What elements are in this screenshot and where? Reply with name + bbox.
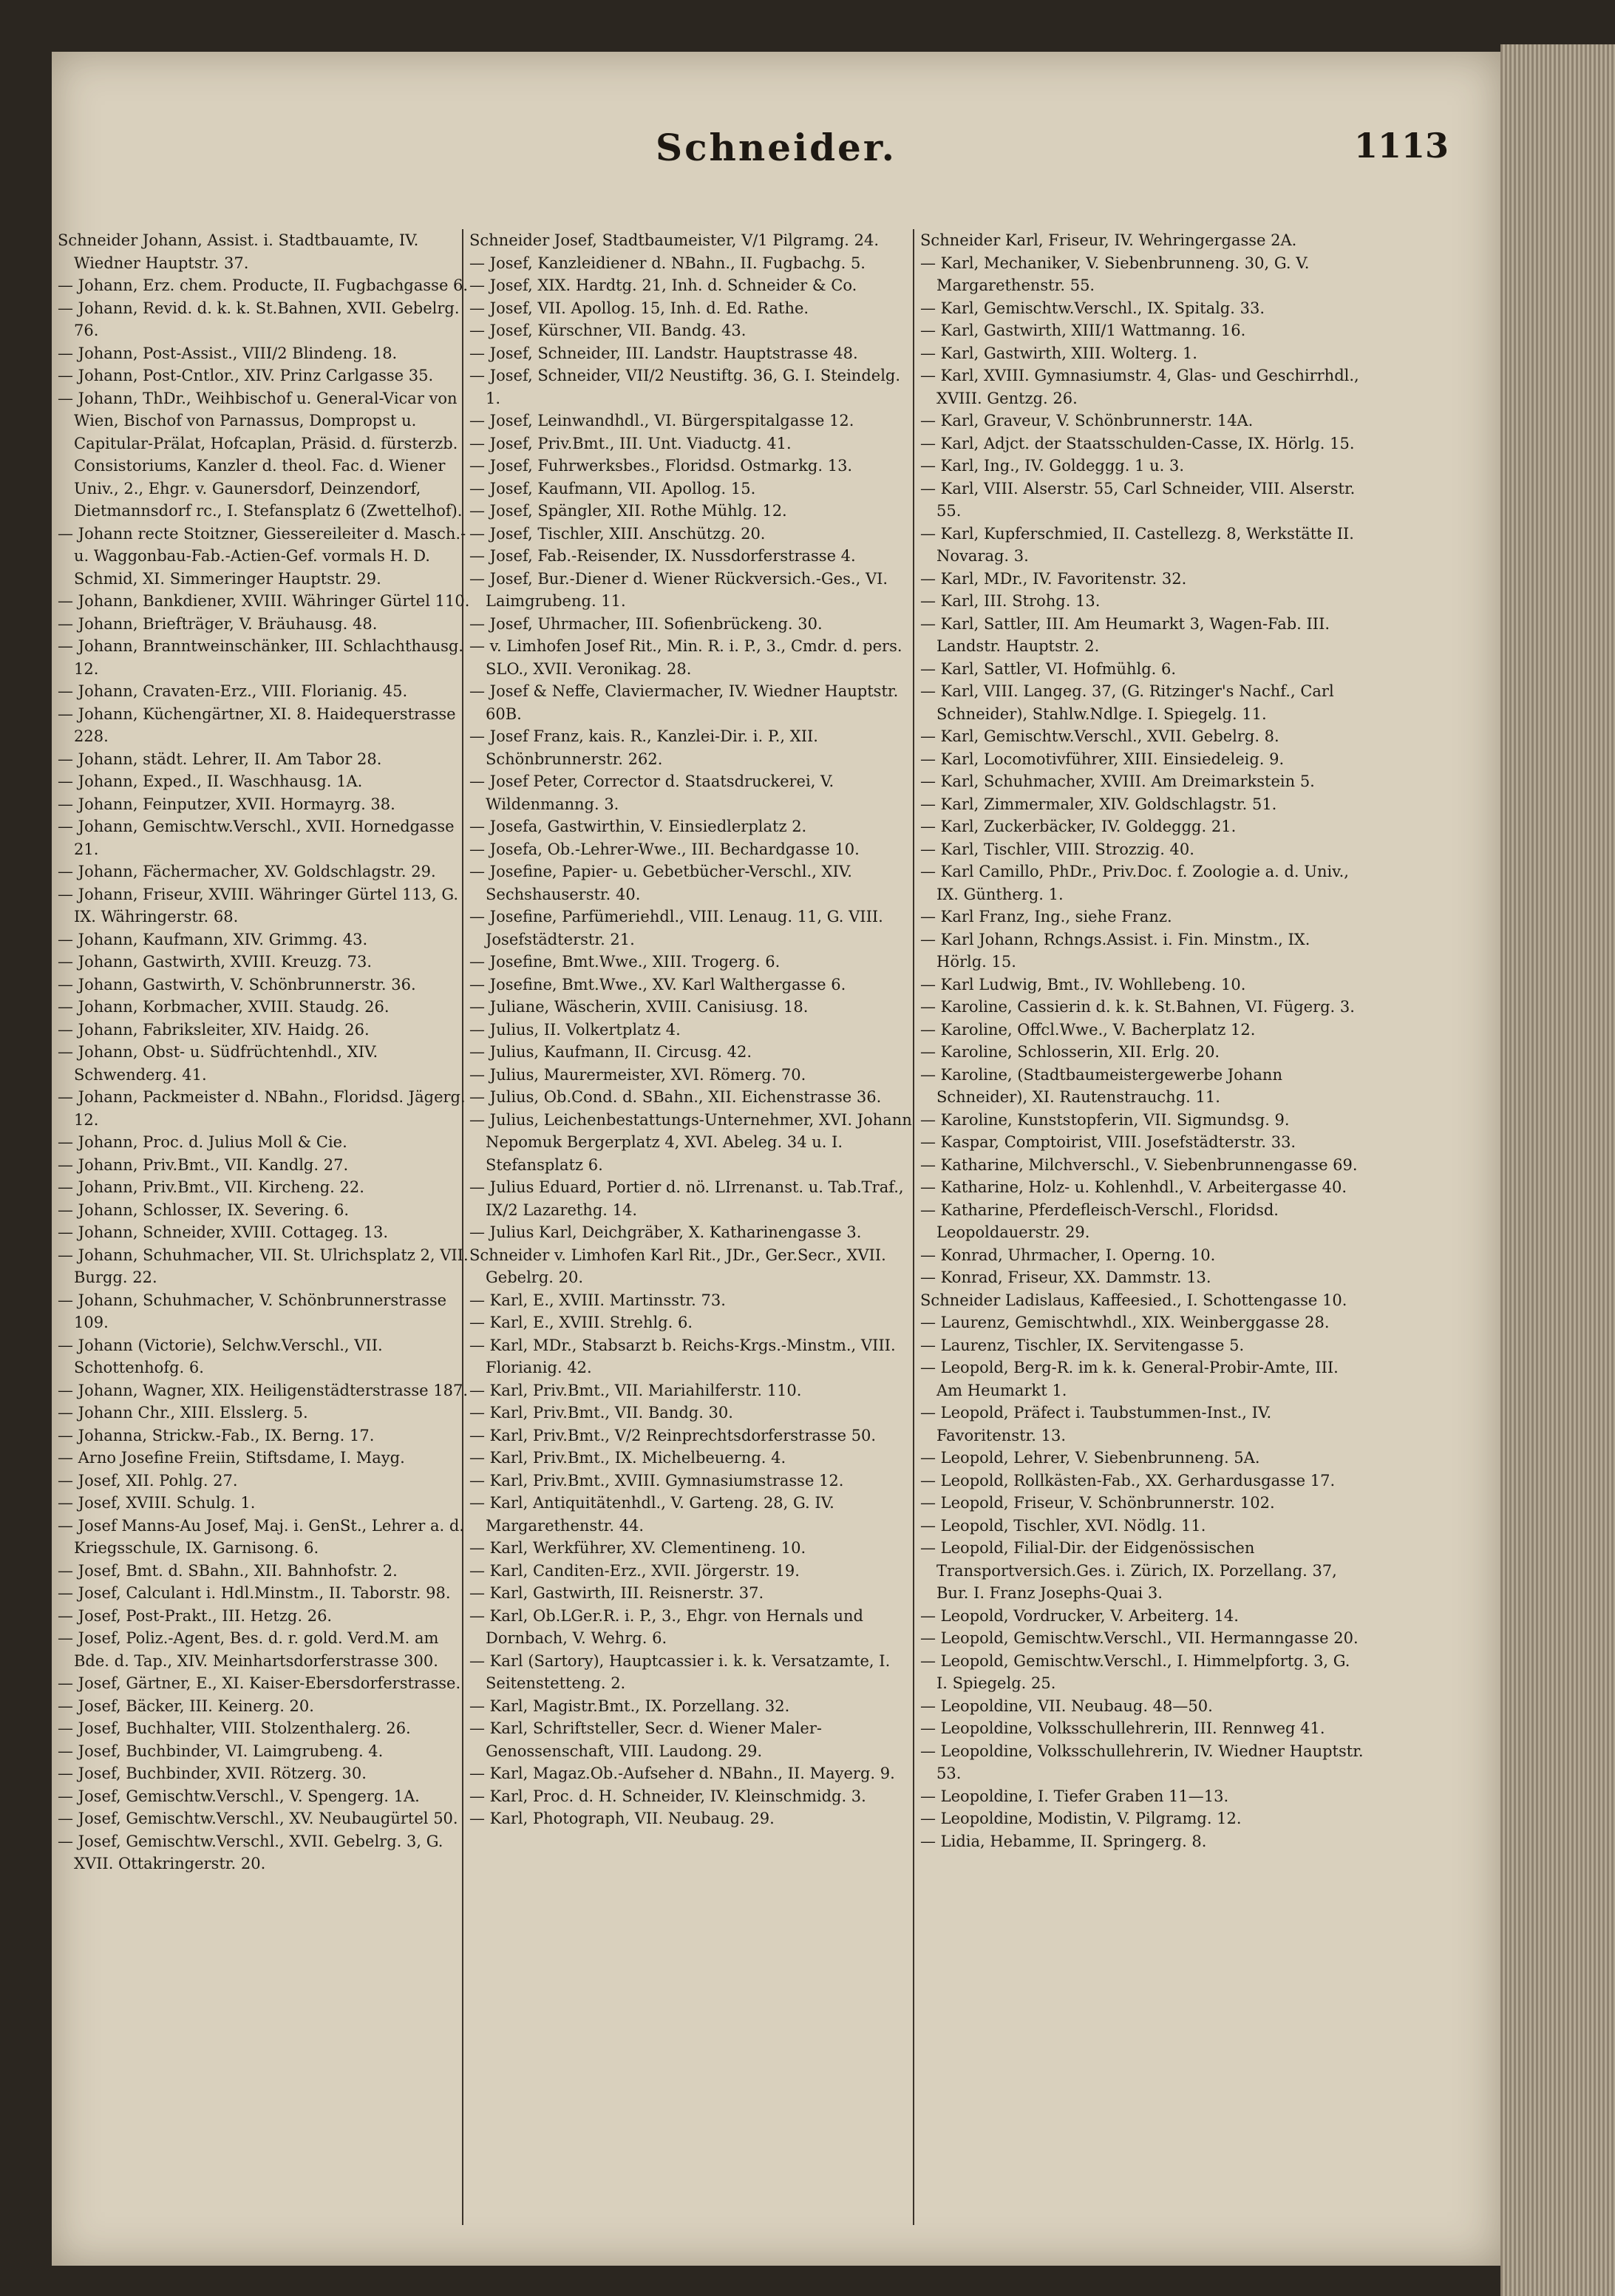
directory-entry: — Johann, Küchengärtner, XI. 8. Haidequerstrasse 228. bbox=[58, 704, 456, 745]
directory-entry: — Josef, Priv.Bmt., III. Unt. Viaductg. 41. bbox=[469, 434, 792, 452]
directory-entry: Schneider Johann, Assist. i. Stadtbauamte, IV. Wiedner Hauptstr. 37. bbox=[58, 231, 419, 272]
directory-entry: — Karl, Locomotivführer, XIII. Einsiedeleig. 9. bbox=[920, 750, 1285, 768]
directory-entry: — Josef, XII. Pohlg. 27. bbox=[58, 1471, 238, 1490]
directory-entry: — Leopold, Berg-R. im k. k. General-Probir-Amte, III. Am Heumarkt 1. bbox=[920, 1359, 1339, 1399]
directory-entry: — Julius, II. Volkertplatz 4. bbox=[469, 1020, 681, 1039]
directory-entry: — Karl, Zuckerbäcker, IV. Goldeggg. 21. bbox=[920, 818, 1237, 835]
directory-entry: — Leopold, Gemischtw.Verschl., VII. Hermanngasse 20. bbox=[920, 1629, 1359, 1647]
directory-entry: — Karl, Photograph, VII. Neubaug. 29. bbox=[469, 1810, 775, 1827]
directory-entry: — Karoline, Kunststopferin, VII. Sigmundsg. 9. bbox=[920, 1110, 1290, 1129]
directory-entry: — Leopold, Lehrer, V. Siebenbrunneng. 5A. bbox=[920, 1449, 1260, 1467]
directory-entry: — Johann, Priv.Bmt., VII. Kandlg. 27. bbox=[58, 1155, 349, 1174]
directory-entry: — Johann, Cravaten-Erz., VIII. Florianig. 45. bbox=[58, 682, 408, 700]
directory-entry: — Josef, Spängler, XII. Rothe Mühlg. 12. bbox=[469, 502, 787, 520]
directory-entry: — Karl, Canditen-Erz., XVII. Jörgerstr. 19. bbox=[469, 1561, 800, 1580]
directory-entry: — Leopold, Vordrucker, V. Arbeiterg. 14. bbox=[920, 1606, 1239, 1625]
directory-entry: — Josef, Post-Prakt., III. Hetzg. 26. bbox=[58, 1606, 333, 1625]
directory-entry: — Johann, Korbmacher, XVIII. Staudg. 26. bbox=[58, 998, 390, 1016]
directory-entry: — Johann recte Stoitzner, Giessereileiter d. Masch.- u. Waggonbau-Fab.-Actien-Gef. vormals H. D. Schmid, XI. Simmeringer Hauptstr. 29. bbox=[58, 524, 466, 588]
directory-entry: — Johann, Feinputzer, XVII. Hormayrg. 38. bbox=[58, 795, 395, 813]
directory-entry: — Johann, Erz. chem. Producte, II. Fugbachgasse 6. bbox=[58, 276, 469, 294]
directory-entry: — Johann, städt. Lehrer, II. Am Tabor 28. bbox=[58, 750, 382, 768]
directory-entry: — Josef, VII. Apollog. 15, Inh. d. Ed. Rathe. bbox=[469, 299, 809, 317]
directory-entry: — Karl, MDr., Stabsarzt b. Reichs-Krgs.-Minstm., VIII. Florianig. 42. bbox=[469, 1336, 896, 1376]
directory-entry: Schneider Josef, Stadtbaumeister, V/1 Pilgramg. 24. bbox=[469, 231, 880, 249]
directory-entry: — Karl, Ob.LGer.R. i. P., 3., Ehgr. von Hernals und Dornbach, V. Wehrg. 6. bbox=[469, 1606, 863, 1647]
column-3 bbox=[920, 229, 1364, 2240]
directory-entry: — Katharine, Pferdefleisch-Verschl., Floridsd. Leopoldauerstr. 29. bbox=[920, 1200, 1279, 1241]
directory-entry: — Karl, Kupferschmied, II. Castellezg. 8, Werkstätte II. Novarag. 3. bbox=[920, 524, 1354, 565]
directory-entry: — Johann, Packmeister d. NBahn., Floridsd. Jägerg. 12. bbox=[58, 1088, 466, 1129]
directory-entry: — Arno Josefine Freiin, Stiftsdame, I. Mayg. bbox=[58, 1449, 405, 1467]
directory-entry: — Johann, Branntweinschänker, III. Schlachthausg. 12. bbox=[58, 637, 463, 678]
directory-entry: — Karl, VIII. Alserstr. 55, Carl Schneider, VIII. Alserstr. 55. bbox=[920, 479, 1356, 520]
directory-entry: — Karl Camillo, PhDr., Priv.Doc. f. Zoologie a. d. Univ., IX. Güntherg. 1. bbox=[920, 863, 1349, 903]
directory-entry: — Johann, Revid. d. k. k. St.Bahnen, XVII. Gebelrg. 76. bbox=[58, 299, 460, 339]
directory-entry: — Karl, Zimmermaler, XIV. Goldschlagstr. 51. bbox=[920, 795, 1277, 813]
directory-entry: — Josef, Fab.-Reisender, IX. Nussdorferstrasse 4. bbox=[469, 547, 856, 565]
directory-entry: Schneider Karl, Friseur, IV. Wehringergasse 2A. bbox=[920, 231, 1297, 249]
directory-entry: — Karl, Gastwirth, III. Reisnerstr. 37. bbox=[469, 1584, 764, 1602]
directory-entry: — Karl, Mechaniker, V. Siebenbrunneng. 30, G. V. Margarethenstr. 55. bbox=[920, 254, 1310, 294]
directory-entry: — Josef, Kanzleidiener d. NBahn., II. Fugbachg. 5. bbox=[469, 254, 866, 272]
directory-entry: — Karl, Gemischtw.Verschl., IX. Spitalg. 33. bbox=[920, 299, 1265, 317]
directory-entry: — Josef, Schneider, VII/2 Neustiftg. 36, G. I. Steindelg. 1. bbox=[469, 367, 901, 407]
directory-entry: — Josef, Kaufmann, VII. Apollog. 15. bbox=[469, 479, 756, 497]
directory-entry: — Konrad, Uhrmacher, I. Operng. 10. bbox=[920, 1246, 1216, 1264]
directory-entry: — Karl, E., XVIII. Martinsstr. 73. bbox=[469, 1291, 726, 1309]
directory-entry: — Karl, Sattler, VI. Hofmühlg. 6. bbox=[920, 659, 1177, 678]
directory-entry: — Karl, Ing., IV. Goldeggg. 1 u. 3. bbox=[920, 457, 1185, 475]
directory-entry: — Johann, Friseur, XVIII. Währinger Gürtel 113, G. IX. Währingerstr. 68. bbox=[58, 885, 459, 925]
directory-entry: — Julius, Ob.Cond. d. SBahn., XII. Eichenstrasse 36. bbox=[469, 1088, 882, 1106]
directory-entry: — Karl, Priv.Bmt., XVIII. Gymnasiumstrasse 12. bbox=[469, 1471, 844, 1490]
directory-entry: — Johann, Proc. d. Julius Moll & Cie. bbox=[58, 1133, 347, 1151]
directory-entry: — Leopold, Präfect i. Taubstummen-Inst., IV. Favoritenstr. 13. bbox=[920, 1404, 1272, 1444]
directory-entry: — Josefa, Ob.-Lehrer-Wwe., III. Bechardgasse 10. bbox=[469, 840, 860, 858]
directory-entry: — Karl, Magaz.Ob.-Aufseher d. NBahn., II. Mayerg. 9. bbox=[469, 1765, 895, 1782]
directory-entry: — Johann, Post-Cntlor., XIV. Prinz Carlgasse 35. bbox=[58, 367, 434, 384]
directory-entry: — Johann, Kaufmann, XIV. Grimmg. 43. bbox=[58, 930, 368, 948]
directory-entry: — Karl, Antiquitätenhdl., V. Garteng. 28, G. IV. Margarethenstr. 44. bbox=[469, 1494, 834, 1535]
page-title: Schneider. bbox=[656, 126, 897, 169]
directory-entry: — Julius, Maurermeister, XVI. Römerg. 70. bbox=[469, 1065, 806, 1084]
directory-entry: — Karl, Schriftsteller, Secr. d. Wiener Maler-Genossenschaft, VIII. Laudong. 29. bbox=[469, 1719, 822, 1760]
directory-entry: — Katharine, Milchverschl., V. Siebenbrunnengasse 69. bbox=[920, 1155, 1358, 1174]
directory-entry: — Karl, Graveur, V. Schönbrunnerstr. 14A. bbox=[920, 412, 1254, 429]
directory-entry: — Karl, Gastwirth, XIII. Wolterg. 1. bbox=[920, 344, 1197, 362]
directory-entry: — Johann, Fabriksleiter, XIV. Haidg. 26. bbox=[58, 1020, 370, 1039]
directory-entry: — Karl, Priv.Bmt., IX. Michelbeuerng. 4. bbox=[469, 1449, 786, 1467]
directory-entry: — Laurenz, Tischler, IX. Servitengasse 5. bbox=[920, 1336, 1245, 1354]
directory-page bbox=[52, 52, 1500, 2266]
directory-entry: — Johanna, Strickw.-Fab., IX. Berng. 17. bbox=[58, 1426, 375, 1444]
directory-entry: — Karl, Gemischtw.Verschl., XVII. Gebelrg. 8. bbox=[920, 727, 1279, 745]
directory-entry: — Julius, Leichenbestattungs-Unternehmer, XVI. Johann Nepomuk Bergerplatz 4, XVI. Abeleg. 34 u. I. Stefansplatz 6. bbox=[469, 1110, 912, 1174]
directory-entry: — Josef, Gemischtw.Verschl., XVII. Gebelrg. 3, G. XVII. Ottakringerstr. 20. bbox=[58, 1832, 443, 1872]
directory-entry: — Juliane, Wäscherin, XVIII. Canisiusg. 18. bbox=[469, 998, 809, 1016]
directory-entry: — Josefine, Bmt.Wwe., XIII. Trogerg. 6. bbox=[469, 953, 781, 971]
directory-entry: — Karl, Sattler, III. Am Heumarkt 3, Wagen-Fab. III. Landstr. Hauptstr. 2. bbox=[920, 614, 1330, 655]
directory-entry: — Karl, Priv.Bmt., VII. Bandg. 30. bbox=[469, 1404, 733, 1422]
directory-entry: — Johann, Fächermacher, XV. Goldschlagstr. 29. bbox=[58, 863, 436, 880]
directory-entry: — Josef, Schneider, III. Landstr. Hauptstrasse 48. bbox=[469, 344, 858, 362]
directory-entry: — Leopold, Tischler, XVI. Nödlg. 11. bbox=[920, 1516, 1206, 1535]
directory-entry: — Johann (Victorie), Selchw.Verschl., VII. Schottenhofg. 6. bbox=[58, 1336, 383, 1376]
directory-entry: — Josef, Fuhrwerksbes., Floridsd. Ostmarkg. 13. bbox=[469, 457, 853, 475]
column-1 bbox=[52, 229, 473, 2240]
directory-entry: — Julius Eduard, Portier d. nö. LIrrenanst. u. Tab.Traf., IX/2 Lazarethg. 14. bbox=[469, 1178, 904, 1219]
directory-entry: — Johann, Post-Assist., VIII/2 Blindeng. 18. bbox=[58, 344, 398, 362]
directory-entry: — Josef, Bmt. d. SBahn., XII. Bahnhofstr. 2. bbox=[58, 1561, 398, 1580]
directory-entry: — Josef, Buchbinder, XVII. Rötzerg. 30. bbox=[58, 1765, 367, 1782]
directory-entry: — Johann, Priv.Bmt., VII. Kircheng. 22. bbox=[58, 1178, 364, 1196]
directory-entry: — Karl, XVIII. Gymnasiumstr. 4, Glas- und Geschirrhdl., XVIII. Gentzg. 26. bbox=[920, 367, 1359, 407]
directory-entry: — Leopold, Rollkästen-Fab., XX. Gerhardusgasse 17. bbox=[920, 1471, 1336, 1490]
directory-entry: — Josef, Bur.-Diener d. Wiener Rückversich.-Ges., VI. Laimgrubeng. 11. bbox=[469, 569, 888, 610]
directory-entry: — Josef, Buchbinder, VI. Laimgrubeng. 4. bbox=[58, 1742, 384, 1760]
directory-entry: — Johann, Obst- u. Südfrüchtenhdl., XIV. Schwenderg. 41. bbox=[58, 1043, 378, 1084]
directory-entry: — Karl, Priv.Bmt., VII. Mariahilferstr. 110. bbox=[469, 1381, 802, 1399]
directory-entry: — Josef, Calculant i. Hdl.Minstm., II. Taborstr. 98. bbox=[58, 1584, 451, 1602]
directory-entry: — Josefine, Papier- u. Gebetbücher-Verschl., XIV. Sechshauserstr. 40. bbox=[469, 863, 852, 903]
directory-entry: — Johann, ThDr., Weihbischof u. General-Vicar von Wien, Bischof von Parnassus, Dompropst u. Capitular-Prälat, Hofcaplan, Präsid. d. fürsterzb. Consistoriums, Kanzler d. theol. Fac. d. Wiener Univ., 2., Ehgr. v. Gaunersdorf, Deinzendorf, Dietmannsdorf rc., I. Stefansplatz 6 (Zwettelhof). bbox=[58, 389, 463, 520]
directory-entry: Schneider v. Limhofen Karl Rit., JDr., Ger.Secr., XVII. Gebelrg. 20. bbox=[469, 1246, 886, 1286]
directory-entry: — Johann, Gastwirth, XVIII. Kreuzg. 73. bbox=[58, 953, 373, 971]
directory-entry: — Josef Peter, Corrector d. Staatsdruckerei, V. Wildenmanng. 3. bbox=[469, 772, 834, 813]
column-divider bbox=[913, 229, 914, 2225]
directory-entry: — Leopoldine, VII. Neubaug. 48—50. bbox=[920, 1696, 1213, 1715]
directory-entry: — Laurenz, Gemischtwhdl., XIX. Weinberggasse 28. bbox=[920, 1314, 1330, 1331]
directory-entry: — Julius Karl, Deichgräber, X. Katharinengasse 3. bbox=[469, 1223, 862, 1241]
directory-entry: — Johann, Schneider, XVIII. Cottageg. 13. bbox=[58, 1223, 388, 1241]
directory-entry: — Josef, XIX. Hardtg. 21, Inh. d. Schneider & Co. bbox=[469, 276, 857, 294]
directory-entry: — Josef Manns-Au Josef, Maj. i. GenSt., Lehrer a. d. Kriegsschule, IX. Garnisong. 6. bbox=[58, 1516, 464, 1557]
directory-entry: — Johann, Schlosser, IX. Severing. 6. bbox=[58, 1200, 350, 1219]
directory-entry: — Karl, Gastwirth, XIII/1 Wattmanng. 16. bbox=[920, 322, 1246, 339]
directory-entry: — Johann Chr., XIII. Elsslerg. 5. bbox=[58, 1404, 308, 1422]
page-number: 1113 bbox=[1353, 126, 1449, 166]
directory-entry: — Leopold, Filial-Dir. der Eidgenössischen Transportversich.Ges. i. Zürich, IX. Porzellang. 37, Bur. I. Franz Josephs-Quai 3. bbox=[920, 1539, 1337, 1602]
directory-entry: — Leopoldine, Volksschullehrerin, III. Rennweg 41. bbox=[920, 1719, 1325, 1737]
directory-entry: — Leopoldine, Volksschullehrerin, IV. Wiedner Hauptstr. 53. bbox=[920, 1742, 1364, 1782]
directory-entry: — Leopoldine, I. Tiefer Graben 11—13. bbox=[920, 1787, 1229, 1805]
directory-entry: — Karl, III. Strohg. 13. bbox=[920, 592, 1101, 610]
directory-entry: — Johann, Bankdiener, XVIII. Währinger Gürtel 110. bbox=[58, 592, 470, 610]
directory-entry: — Johann, Wagner, XIX. Heiligenstädterstrasse 187. bbox=[58, 1381, 469, 1399]
directory-entry: — Julius, Kaufmann, II. Circusg. 42. bbox=[469, 1043, 752, 1061]
directory-entry: — Karoline, Schlosserin, XII. Erlg. 20. bbox=[920, 1043, 1220, 1061]
directory-entry: — Josef & Neffe, Claviermacher, IV. Wiedner Hauptstr. 60B. bbox=[469, 682, 899, 723]
directory-entry: — Josefine, Parfümeriehdl., VIII. Lenaug. 11, G. VIII. Josefstädterstr. 21. bbox=[469, 908, 883, 948]
directory-entry: — Karl, Werkführer, XV. Clementineng. 10. bbox=[469, 1539, 806, 1557]
directory-entry: — Johann, Schuhmacher, VII. St. Ulrichsplatz 2, VII. Burgg. 22. bbox=[58, 1246, 469, 1286]
directory-entry: — Karl Franz, Ing., siehe Franz. bbox=[920, 908, 1172, 925]
directory-entry: — Josef, Gemischtw.Verschl., XV. Neubaugürtel 50. bbox=[58, 1810, 458, 1827]
directory-entry: — Karl Johann, Rchngs.Assist. i. Fin. Minstm., IX. Hörlg. 15. bbox=[920, 930, 1310, 971]
directory-entry: — v. Limhofen Josef Rit., Min. R. i. P., 3., Cmdr. d. pers. SLO., XVII. Veronikag. 28. bbox=[469, 637, 902, 678]
directory-entry: — Karl, Schuhmacher, XVIII. Am Dreimarkstein 5. bbox=[920, 772, 1315, 790]
directory-entry: — Katharine, Holz- u. Kohlenhdl., V. Arbeitergasse 40. bbox=[920, 1178, 1347, 1196]
directory-entry: — Leopold, Friseur, V. Schönbrunnerstr. 102. bbox=[920, 1494, 1275, 1512]
directory-entry: — Karl, Magistr.Bmt., IX. Porzellang. 32. bbox=[469, 1696, 790, 1715]
directory-entry: — Josef, Tischler, XIII. Anschützg. 20. bbox=[469, 524, 766, 543]
directory-entry: — Karl, MDr., IV. Favoritenstr. 32. bbox=[920, 569, 1187, 588]
directory-entry: — Josef, Kürschner, VII. Bandg. 43. bbox=[469, 322, 747, 339]
directory-entry: — Johann, Gemischtw.Verschl., XVII. Hornedgasse 21. bbox=[58, 818, 455, 858]
directory-entry: — Karl, Tischler, VIII. Strozzig. 40. bbox=[920, 840, 1194, 858]
directory-entry: — Josef, Gärtner, E., XI. Kaiser-Ebersdorferstrasse. bbox=[58, 1674, 461, 1692]
directory-entry: — Karoline, Offcl.Wwe., V. Bacherplatz 12. bbox=[920, 1020, 1256, 1039]
directory-entry: — Josef, Uhrmacher, III. Sofienbrückeng. 30. bbox=[469, 614, 823, 633]
directory-entry: — Karl (Sartory), Hauptcassier i. k. k. Versatzamte, I. Seitenstetteng. 2. bbox=[469, 1651, 891, 1692]
directory-entry: — Josefine, Bmt.Wwe., XV. Karl Walthergasse 6. bbox=[469, 975, 846, 994]
page-edge bbox=[1500, 44, 1615, 2296]
directory-entry: — Josef, Buchhalter, VIII. Stolzenthalerg. 26. bbox=[58, 1719, 411, 1737]
directory-entry: — Karl Ludwig, Bmt., IV. Wohllebeng. 10. bbox=[920, 975, 1246, 994]
directory-entry: — Lidia, Hebamme, II. Springerg. 8. bbox=[920, 1832, 1207, 1850]
directory-entry: — Johann, Gastwirth, V. Schönbrunnerstr. 36. bbox=[58, 975, 416, 994]
directory-entry: — Konrad, Friseur, XX. Dammstr. 13. bbox=[920, 1268, 1211, 1286]
directory-entry: — Josef, XVIII. Schulg. 1. bbox=[58, 1494, 256, 1512]
directory-entry: Schneider Ladislaus, Kaffeesied., I. Schottengasse 10. bbox=[920, 1291, 1347, 1309]
directory-entry: — Karl, E., XVIII. Strehlg. 6. bbox=[469, 1314, 693, 1331]
directory-entry: — Johann, Exped., II. Waschhausg. 1A. bbox=[58, 772, 363, 790]
directory-entry: — Leopoldine, Modistin, V. Pilgramg. 12. bbox=[920, 1810, 1242, 1827]
directory-entry: — Johann, Schuhmacher, V. Schönbrunnerstrasse 109. bbox=[58, 1291, 447, 1331]
directory-entry: — Josef Franz, kais. R., Kanzlei-Dir. i. P., XII. Schönbrunnerstr. 262. bbox=[469, 727, 818, 768]
directory-entry: — Josefa, Gastwirthin, V. Einsiedlerplatz 2. bbox=[469, 818, 807, 835]
directory-entry: — Josef, Leinwandhdl., VI. Bürgerspitalgasse 12. bbox=[469, 412, 854, 429]
directory-entry: — Karl, Proc. d. H. Schneider, IV. Kleinschmidg. 3. bbox=[469, 1787, 866, 1805]
directory-entry: — Karoline, (Stadtbaumeistergewerbe Johann Schneider), XI. Rautenstrauchg. 11. bbox=[920, 1065, 1282, 1106]
page-header bbox=[52, 126, 1500, 207]
directory-entry: — Karl, VIII. Langeg. 37, (G. Ritzinger's Nachf., Carl Schneider), Stahlw.Ndlge. I. Spiegelg. 11. bbox=[920, 682, 1334, 723]
directory-entry: — Leopold, Gemischtw.Verschl., I. Himmelpfortg. 3, G. I. Spiegelg. 25. bbox=[920, 1651, 1350, 1692]
directory-entry: — Josef, Gemischtw.Verschl., V. Spengerg. 1A. bbox=[58, 1787, 420, 1805]
directory-entry: — Johann, Briefträger, V. Bräuhausg. 48. bbox=[58, 614, 378, 633]
directory-entry: — Josef, Bäcker, III. Keinerg. 20. bbox=[58, 1696, 314, 1715]
directory-entry: — Karl, Priv.Bmt., V/2 Reinprechtsdorferstrasse 50. bbox=[469, 1426, 877, 1444]
directory-entry: — Karl, Adjct. der Staatsschulden-Casse, IX. Hörlg. 15. bbox=[920, 434, 1355, 452]
directory-entry: — Josef, Poliz.-Agent, Bes. d. r. gold. Verd.M. am Bde. d. Tap., XIV. Meinhartsdorferstrasse 300. bbox=[58, 1629, 439, 1670]
directory-entry: — Kaspar, Comptoirist, VIII. Josefstädterstr. 33. bbox=[920, 1133, 1296, 1151]
directory-entry: — Karoline, Cassierin d. k. k. St.Bahnen, VI. Fügerg. 3. bbox=[920, 998, 1355, 1016]
column-2 bbox=[469, 229, 913, 2240]
